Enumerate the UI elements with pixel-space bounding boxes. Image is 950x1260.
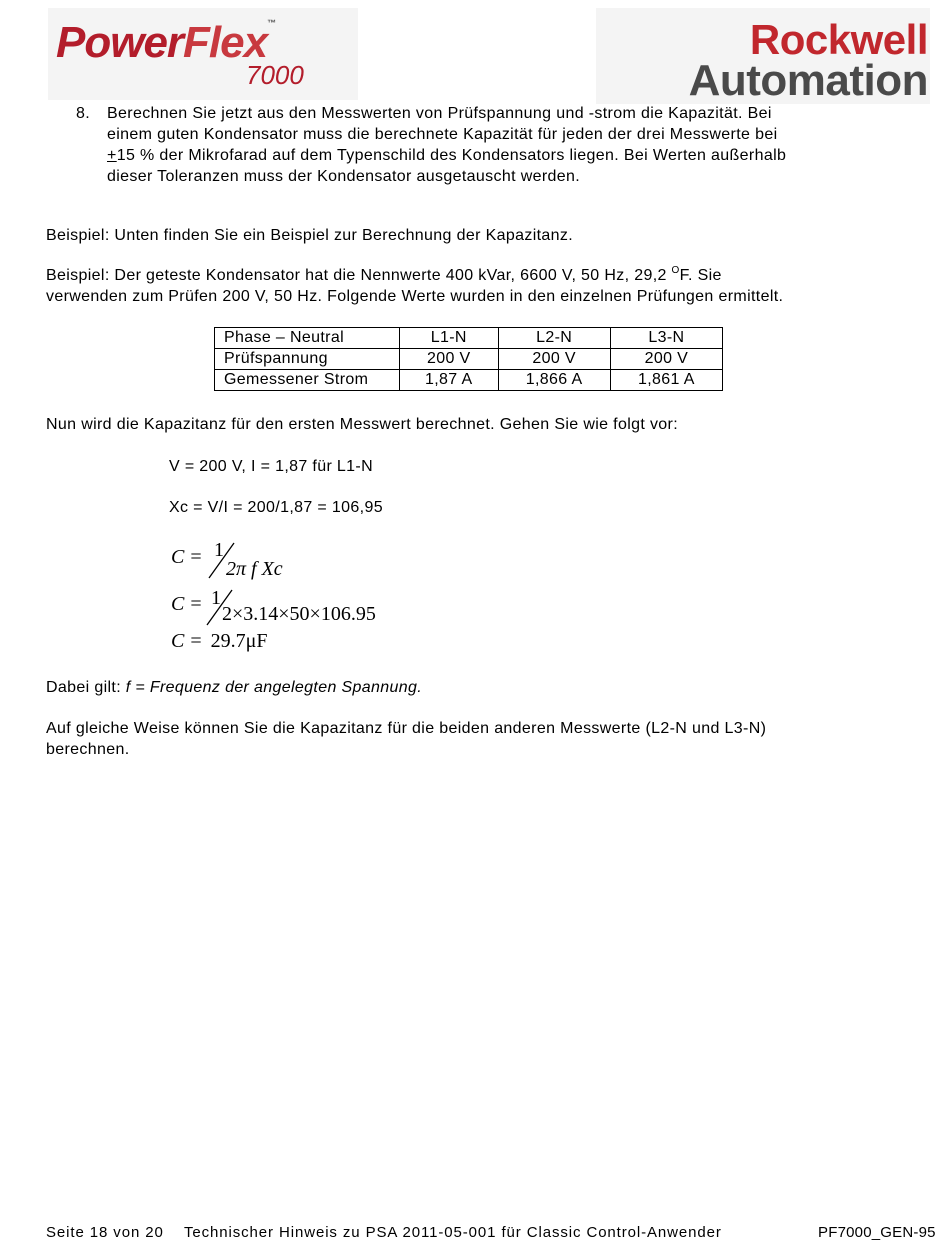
fraction-denominator: 2π f Xc bbox=[226, 558, 283, 580]
closing-line: berechnen. bbox=[46, 741, 130, 758]
footer-title: Technischer Hinweis zu PSA 2011-05-001 für Classic Control-Anwender bbox=[184, 1224, 722, 1241]
example-line: Beispiel: Der geteste Kondensator hat die Nennwerte 400 kVar, 6600 V, 50 Hz, 29,2 $^O$F. Sie bbox=[46, 264, 722, 284]
footer-doc-id: PF7000_GEN-95 bbox=[818, 1224, 936, 1241]
fraction-numerator: 1 bbox=[214, 539, 224, 561]
closing-line: Auf gleiche Weise können Sie die Kapazitanz für die beiden anderen Messwerte (L2-N und L3-N) bbox=[46, 720, 767, 737]
table-cell: 200 V bbox=[610, 349, 722, 370]
table-header-cell: L1-N bbox=[400, 328, 499, 349]
variable-definition: Dabei gilt: f = Frequenz der angelegten Spannung. bbox=[46, 679, 423, 696]
table-cell: 1,866 A bbox=[498, 370, 610, 391]
fraction-numerator: 1 bbox=[211, 587, 221, 609]
list-number: 8. bbox=[76, 105, 91, 122]
table-cell: 1,87 A bbox=[400, 370, 499, 391]
table-cell: Prüfspannung bbox=[215, 349, 400, 370]
powerflex-wordmark: PowerFlex™ bbox=[56, 18, 276, 67]
formula-vi: V = 200 V, I = 1,87 für L1-N bbox=[169, 458, 374, 475]
example-line: verwenden zum Prüfen 200 V, 50 Hz. Folgende Werte wurden in den einzelnen Prüfungen ermittelt. bbox=[46, 288, 784, 305]
table-cell: Gemessener Strom bbox=[215, 370, 400, 391]
powerflex-model: 7000 bbox=[246, 60, 304, 90]
table-cell: 1,861 A bbox=[610, 370, 722, 391]
formula-c-def: C = bbox=[171, 546, 202, 568]
table-header-row bbox=[215, 328, 723, 349]
automation-wordmark: Automation bbox=[688, 56, 928, 105]
step-8-text bbox=[107, 103, 907, 187]
table-header-cell: Phase – Neutral bbox=[215, 328, 400, 349]
powerflex-logo bbox=[48, 8, 358, 100]
table-row bbox=[215, 349, 723, 370]
table-header-cell: L2-N bbox=[498, 328, 610, 349]
rockwell-automation-logo bbox=[596, 8, 930, 104]
step-8-line: einem guten Kondensator muss die berechnete Kapazität für jeden der drei Messwerte bei bbox=[107, 126, 778, 143]
footer-page-number: Seite 18 von 20 bbox=[46, 1224, 164, 1241]
step-8-line: Berechnen Sie jetzt aus den Messwerten von Prüfspannung und -strom die Kapazität. Bei bbox=[107, 105, 772, 122]
formula-xc: Xc = V/I = 200/1,87 = 106,95 bbox=[169, 499, 383, 516]
table-cell: 200 V bbox=[498, 349, 610, 370]
fraction-denominator: 2×3.14×50×106.95 bbox=[222, 603, 376, 625]
plus-minus-symbol: + bbox=[107, 147, 117, 164]
step-8-line: +15 % der Mikrofarad auf dem Typenschild des Kondensators liegen. Bei Werten außerhalb bbox=[107, 147, 787, 164]
rockwell-wordmark: Rockwell bbox=[749, 16, 928, 63]
formula-c-result: C = 29.7μF bbox=[171, 630, 268, 652]
measurement-table bbox=[214, 327, 723, 391]
formula-c-values: C = bbox=[171, 593, 202, 615]
example-intro: Beispiel: Unten finden Sie ein Beispiel zur Berechnung der Kapazitanz. bbox=[46, 227, 574, 244]
table-header-cell: L3-N bbox=[610, 328, 722, 349]
calc-intro: Nun wird die Kapazitanz für den ersten Messwert berechnet. Gehen Sie wie folgt vor: bbox=[46, 416, 679, 433]
step-8-line: dieser Toleranzen muss der Kondensator ausgetauscht werden. bbox=[107, 168, 581, 185]
table-row bbox=[215, 370, 723, 391]
table-cell: 200 V bbox=[400, 349, 499, 370]
